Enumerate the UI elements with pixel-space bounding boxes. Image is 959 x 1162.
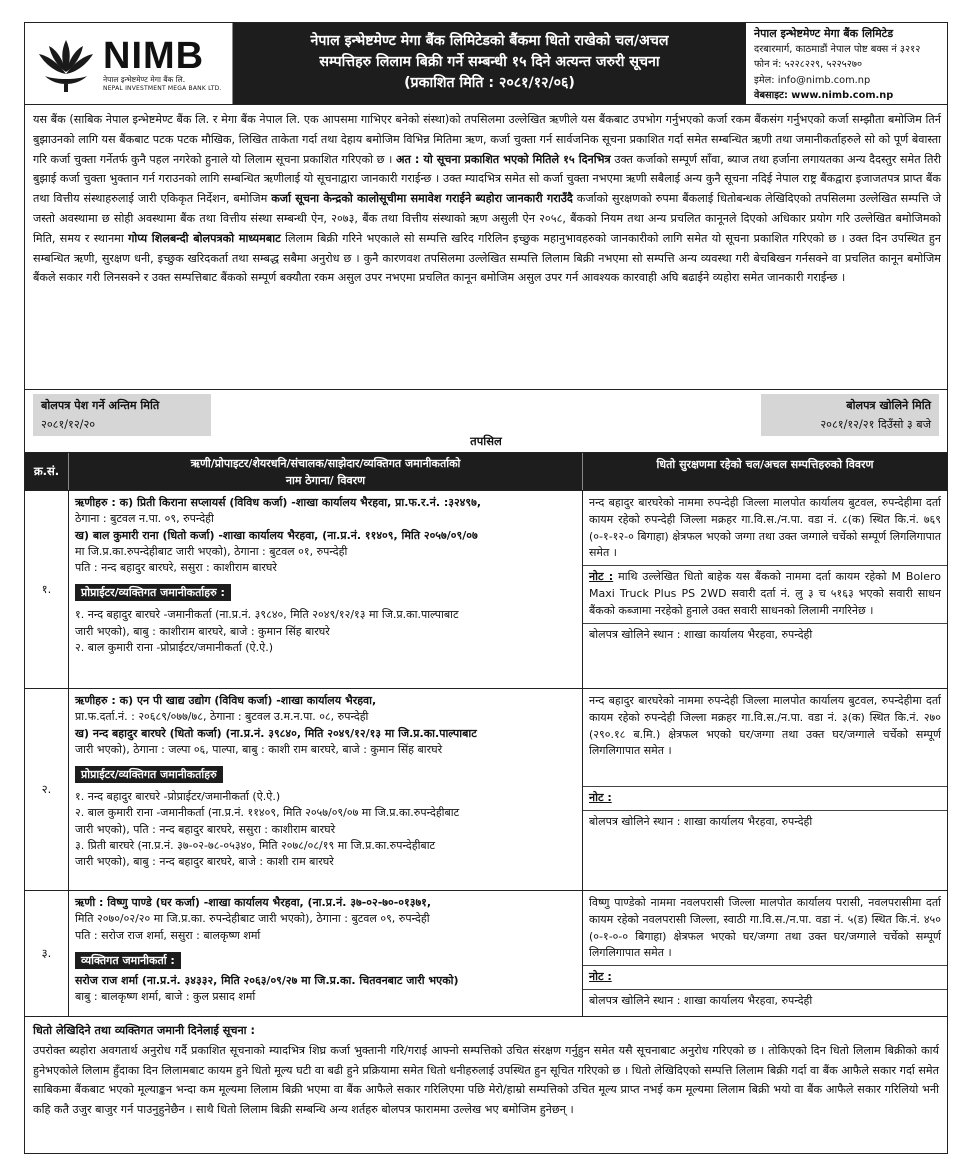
row-borrower-details [69,891,583,1016]
borrower-line: ख) बाल कुमारी राना (धितो कर्जा) -शाखा कार्यालय भैरहवा, (ना.प्र.नं. ११४०९, मिति २०५७/०९/०७ [75,528,478,542]
bid-open-location: बोलपत्र खोलिने स्थान : शाखा कार्यालय भैरहवा, रुपन्देही [589,627,813,641]
bid-open-date [761,394,939,436]
contact-website: वेबसाइट: www.nimb.com.np [754,90,894,101]
guarantor-line: सरोज राज शर्मा (ना.प्र.नं. ३४३३२, मिति २०६३/०९/२७ मा जि.प्र.का. चितवनबाट जारी भएको) [75,973,459,987]
row-collateral-details [583,689,947,890]
borrower-line: ख) नन्द बहादुर बारघरे (धितो कर्जा) (ना.प्र.नं. ३९८४०, मिति २०४९/१२/१३ मा जि.प्र.का.पाल्पाबाट [75,726,477,740]
col-header-borrower [69,453,583,490]
row-sn: १. [25,491,69,688]
bank-logo [25,23,233,104]
guarantor-notice-title: धितो लेखिदिने तथा व्यक्तिगत जमानी दिनेलाई सूचना : [33,1024,255,1037]
bid-submit-deadline [33,394,211,436]
intro-text-3: कर्जाको सुरक्षणको रुपमा बैंकलाई धितोबन्धक लेखिदिएको तपसिलमा उल्लेखित सम्पत्ति जे जस्तो अवस्थामा छ सोही अवस्थामा बैंक तथा वित्तीय संस्था सम्बन्धी ऐन, २०७३, बैंक तथा वित्तीय संस्थाको ऋण असुली ऐन २०५८, बैंकको नियम तथा अन्य प्रचलित कानूनले दिएको अधिकार प्रयोग गरि उल्लेखित बमोजिमको मिति, समय र स्थानमा [33,192,942,245]
notice-title [233,23,746,104]
bid-open-location: बोलपत्र खोलिने स्थान : शाखा कार्यालय भैरहवा, रुपन्देही [589,993,813,1007]
notice-title-line-1: नेपाल इन्भेष्टमेण्ट मेगा बैंक लिमिटेडको बैंकमा धितो राखेको चल/अचल [310,33,669,49]
guarantor-notice-text: उपरोक्त ब्यहोरा अवगतार्थ अनुरोध गर्दै प्रकाशित सूचनाको म्यादभित्र शिघ्र कर्जा भुक्तानी गरि/गराई आफ्नो सम्पत्तिको उचित संरक्षण गर्नुहुन समेत यसै सूचनाबाट अनुरोध गरिएको छ । तोकिएको दिन धितो लिलाम बिक्रीको कार्य हुनेभएकोले लिलाम हुँदाका दिन लिलामबाट कायम हुने धितो मूल्य घटी वा बढी हुने प्रक्रियामा समेत धितो धनीहरुलाई उपस्थित हुन सूचित गरिएको छ । धितो लेखिदिएको सम्पत्ति लिलाम बिक्री गर्दा वा बैंक आफैले सकार गर्दा समेत साबिकमा बैंकबाट भएको मूल्याङ्कन भन्दा कम मूल्यमा लिलाम बिक्री भएमा वा बैंक आफैले सकार गरिलिएमा पछि मेरो/हाम्रो सम्पत्तिको उचित मूल्य प्राप्त नभई कम मूल्यमा लिलाम बिक्री भयो वा बैंक आफैले सकार गरिलियो भनी कहि कतै उजुर बाजुर गर्न पाउनुहुनेछैन । साथै धितो लिलाम बिक्री सम्बन्धि अन्य शर्तहरु बोलपत्र फाराममा उल्लेख भए बमोजिम हुनेछन् । [33,1043,939,1117]
borrower-line: मिति २०७०/०२/२० मा जि.प्र.का. रुपन्देहीबाट जारी भएको), ठेगाना : बुटवल ०९, रुपन्देही [75,912,430,926]
guarantor-notice [25,1017,947,1120]
guarantor-line: २. बाल कुमारी राना -प्रोप्राईटर/जमानीकर्ता (ऐ.ऐ.) [75,641,273,655]
bid-submit-date: २०८१/१२/२० [41,418,96,431]
borrower-line: ठेगाना : बुटवल न.पा. ०९, रुपन्देही [75,512,214,526]
contact-email: इमेल: info@nimb.com.np [754,74,871,86]
borrower-line: ऋणीहरु : क) प्रिती किराना सप्लायर्स (विविध कर्जा) -शाखा कार्यालय भैरहवा, प्रा.फ.र.नं. :३२४९७, [75,496,482,509]
guarantor-line: २. बाल कुमारी राना -जमानीकर्ता (ना.प्र.नं. ११४०९, मिति २०५७/०९/०७ मा जि.प्र.का.रुपन्देहीबाट [75,806,460,820]
schedule-title: तपसिल [470,433,502,448]
note-label: नोट : [589,970,612,984]
bid-submit-label: बोलपत्र पेश गर्ने अन्तिम मिति [41,399,160,412]
col-header-sn: क्र.सं. [25,453,69,490]
col-header-borrower-line-1: ऋणी/प्रोपाइटर/शेयरधनि/संचालक/साझेदार/व्यक्तिगत जमानीकर्ताको [190,457,461,470]
intro-bold-2: कर्जा सूचना केन्द्रको कालोसूचीमा समावेश गराईने ब्यहोरा जानकारी गराउँदै [271,192,573,206]
intro-text-2: उक्त कर्जाको सम्पूर्ण साँवा, ब्याज तथा हर्जाना लगायतका अन्य दैदस्तुर समेत तिरी बुझाई कर्जा चुक्ता भुक्तान गर्न गराउनको लागि सम्बन्धित ऋणीलाई यो सूचनाद्वारा जानकारी गराईन्छ । उक्त म्यादभित्र समेत सो कर्जा चुक्ता नभएमा ऋणी सबैलाई अन्य कुनै सूचना नदिई नेपाल राष्ट्र बैंकद्वारा इजाजतपत्र प्राप्त बैंक तथा वित्तीय संस्थाहरुलाई जारी एकिकृत निर्देशन, बमोजिम [33,152,941,206]
bank-logo-subtitle-nepali: नेपाल इन्भेष्टमेण्ट मेगा बैंक लि. [103,74,186,84]
borrower-line: जारी भएको), ठेगाना : जल्पा ०६, पाल्पा, बाबु : काशी राम बारघरे, बाजे : कुमान सिंह बारघरे [75,742,443,756]
row-collateral-details [583,491,947,688]
borrower-line: ऋणीहरु : क) एन पी खाद्य उद्योग (विविध कर्जा) -शाखा कार्यालय भैरहवा, [75,694,377,707]
borrower-line: मा जि.प्र.का.रुपन्देहीबाट जारी भएको), ठेगाना : बुटवल ०१, रुपन्देही [75,544,348,558]
guarantor-line: १. नन्द बहादुर बारघरे -प्रोप्राईटर/जमानीकर्ता (ऐ.ऐ.) [75,790,281,804]
notice-publish-date: (प्रकाशित मिति : २०८१/१२/०६) [404,75,575,91]
table-row [25,491,947,689]
notice-page [24,22,948,1154]
borrower-line: ऋणी : विष्णु पाण्डे (घर कर्जा) -शाखा कार्यालय भैरहवा, (ना.प्र.नं. ३७-०२-७०-०१३७१, [75,896,432,909]
intro-bold-1: अत : यो सूचना प्रकाशित भएको मितिले १५ दिनभित्र [395,152,611,166]
schedule-table [25,452,947,1017]
guarantor-section-label: व्यक्तिगत जमानीकर्ता : [75,952,181,969]
note-label: नोट : [589,570,614,584]
intro-bold-3: गोप्य शिलबन्दी बोलपत्रको माध्यमबाट [128,231,281,245]
lotus-icon [35,36,97,94]
collateral-text: विष्णु पाण्डेको नाममा नवलपरासी जिल्ला मालपोत कार्यालय परासी, नवलपरासीमा दर्ता कायम रहेको नवलपरासी जिल्ला, स्वाठी गा.वि.स./न.पा. वडा नं. ५(ड) स्थित कि.नं. ४५० (०-१-०-० बिगाहा) क्षेत्रफल भएको घर/जग्गा तथा उक्त घर/जग्गाले चर्चेको सम्पूर्ण लिगलिगापात समेत । [589,896,941,960]
guarantor-line: जारी भएको), बाबु : काशीराम बारघरे, बाजे : कुमान सिंह बारघरे [75,624,330,638]
row-borrower-details [69,491,583,688]
contact-phone: फोन नं: ५२२८२२९, ५२२५२७० [754,59,863,70]
row-sn: ३. [25,891,69,1016]
row-sn: २. [25,689,69,890]
bid-open-value: २०८१/१२/२१ दिउँसो ३ बजे [820,418,931,431]
guarantor-line: बाबु : बालकृष्ण शर्मा, बाजे : कुल प्रसाद शर्मा [75,990,256,1004]
intro-text-4: लिलाम बिक्री गरिने भएकाले सो सम्पत्ति खरिद गरिलिन इच्छुक महानुभावहरुको जानकारीको लागि समेत यो सूचना प्रकाशित गरिएको छ । उक्त दिन उपस्थित हुन सम्बन्धित ऋणी, सुरक्षण धनी, इच्छुक खरिदकर्ता तथा सम्बद्ध सबैमा अनुरोध छ । कुनै कारणवश तपसिलमा उल्लेखित सम्पत्ति लिलाम बिक्री नभएमा सो सम्पत्ति अन्य व्यवस्था गरी बेचबिखन गर्नसक्ने वा प्रचलित कानून बमोजिम बैंकले सकार गरी लिनसक्ने र उक्त सम्पत्तिबाट बैंकको सम्पूर्ण बक्यौता रकम असुल उपर नभएमा प्रचलित कानून बमोजिम असुल उपर गर्न आवश्यक कारवाही अघि बढाईने व्यहोरा समेत जानकारी गराईन्छ । [33,231,941,285]
row-borrower-details [69,689,583,890]
table-row [25,891,947,1017]
guarantor-line: जारी भएको), बाबु : नन्द बहादुर बारघरे, बाजे : काशी राम बारघरे [75,855,334,869]
table-header-row [25,453,947,491]
borrower-line: प्रा.फ.दर्ता.नं. : २०६८९/०७७/७८, ठेगाना : बुटवल उ.म.न.पा. ०८, रुपन्देही [75,710,369,724]
bid-dates [25,390,947,452]
note-text: माथि उल्लेखित धितो बाहेक यस बैंकको नाममा दर्ता कायम रहेको M Bolero Maxi Truck Plus PS 2WD सवारी दर्ता नं. लु ३ च ५१६३ भएको सवारी साधन बैंकको कब्जामा नरहेको हुनाले उक्त सवारी साधनको लिलामी नगरिनेछ । [589,570,942,617]
col-header-borrower-line-2: नाम ठेगाना/ विवरण [285,474,366,487]
bid-open-location: बोलपत्र खोलिने स्थान : शाखा कार्यालय भैरहवा, रुपन्देही [589,814,813,828]
guarantor-line: ३. प्रिती बारघरे (ना.प्र.नं. ३७-०२-७८-०५३४०, मिति २०७८/०८/१९ मा जि.प्र.का.रुपन्देहीबाट [75,839,436,853]
bank-logo-name: NIMB [103,34,205,77]
notice-header [25,23,947,105]
table-row [25,689,947,891]
borrower-line: पति : सरोज राज शर्मा, ससुरा : बालकृष्ण शर्मा [75,928,261,942]
notice-title-line-2: सम्पत्तिहरु लिलाम बिक्री गर्ने सम्बन्धी १५ दिने अत्यन्त जरुरी सूचना [319,54,660,70]
col-header-collateral: धितो सुरक्षणमा रहेको चल/अचल सम्पत्तिहरुको विवरण [656,458,874,471]
bid-open-label: बोलपत्र खोलिने मिति [846,399,931,412]
collateral-text: नन्द बहादुर बारघरेको नाममा रुपन्देही जिल्ला मालपोत कार्यालय बुटवल, रुपन्देहीमा दर्ता कायम रहेको रुपन्देही जिल्ला मक्रहर गा.वि.स./न.पा. वडा नं. ३(क) स्थित कि.नं. २७० (२९०.१८ ब.मि.) क्षेत्रफल भएको घर/जग्गा तथा उक्त घर/जग्गाले चर्चेको सम्पूर्ण लिगलिगापात समेत । [589,694,941,758]
guarantor-line: जारी भएको), पति : नन्द बहादुर बारघरे, ससुरा : काशीराम बारघरे [75,822,336,836]
guarantor-section-label: प्रोप्राईटर/व्यक्तिगत जमानीकर्ताहरु : [75,584,231,601]
row-collateral-details [583,891,947,1016]
guarantor-section-label: प्रोप्राईटर/व्यक्तिगत जमानीकर्ताहरु [75,766,223,783]
bank-logo-subtitle-english: NEPAL INVESTMENT MEGA BANK LTD. [103,84,222,92]
collateral-text: नन्द बहादुर बारघरेको नाममा रुपन्देही जिल्ला मालपोत कार्यालय बुटवल, रुपन्देहीमा दर्ता कायम रहेको रुपन्देही जिल्ला मक्रहर गा.वि.स./न.पा. वडा नं. ८(क) स्थित कि.नं. ७६९ (०-१-१२-० बिगाहा) क्षेत्रफल भएको जग्गा तथा उक्त जग्गाले चर्चेको सम्पूर्ण लिगलिगापात समेत । [589,496,941,560]
note-label: नोट : [589,791,612,805]
intro-text-1: यस बैंक (साबिक नेपाल इन्भेष्टमेण्ट बैंक लि. र मेगा बैंक नेपाल लि. एक आपसमा गाभिएर बनेको संस्था)को तपसिलमा उल्लेखित ऋणीले यस बैंकबाट उपभोग गर्नुभएको कर्जा रकम बैंकसंग गर्नुभएको कर्जा सम्झौता बमोजिम तिर्न बुझाउनको लागि यस बैंकबाट पटक पटक मौखिक, लिखित ताकेता गर्दा तथा देहाय बमोजिम विभिन्न मितिमा ऋण, कर्जा चुक्ता गर्न सार्वजनिक सूचना प्रकाशित गर्दा समेत सम्बन्धित ऋणी तथा जमानीकर्ताहरुले सो को पूर्ण बेवास्ता गरि कर्जा चुक्ता गर्नेतर्फ कुनै पहल नगरेको हुनाले यो लिलाम सूचना प्रकाशित गरिएको छ । [33,113,941,166]
guarantor-line: १. नन्द बहादुर बारघरे -जमानीकर्ता (ना.प्र.नं. ३९८४०, मिति २०४९/१२/१३ मा जि.प्र.का.पाल्पाबाट [75,608,459,622]
intro-paragraph [25,105,947,390]
contact-address: दरबारमार्ग, काठमाडौं नेपाल पोष्ट बक्स नं ३२१२ [754,43,921,55]
borrower-line: पति : नन्द बहादुर बारघरे, ससुरा : काशीराम बारघरे [75,561,277,575]
contact-bank-name: नेपाल इन्भेष्टमेण्ट मेगा बैंक लिमिटेड [754,27,894,40]
contact-info [746,23,947,104]
